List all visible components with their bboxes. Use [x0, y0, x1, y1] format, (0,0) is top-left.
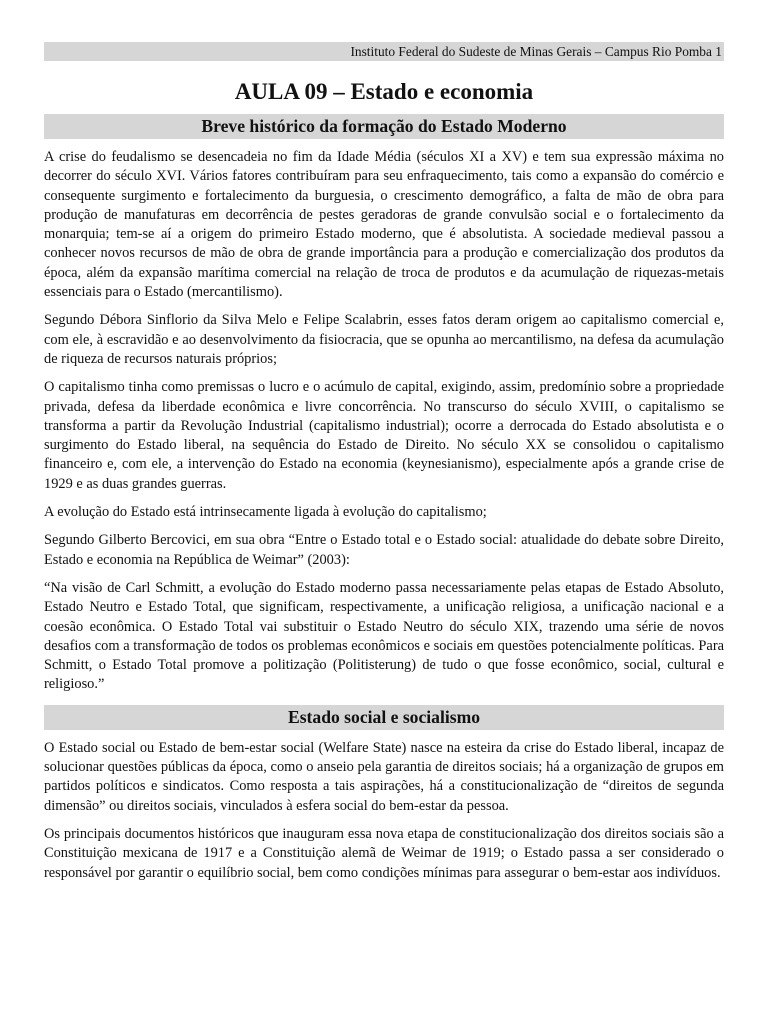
paragraph: O Estado social ou Estado de bem-estar social (Welfare State) nasce na esteira da crise do Estado liberal, incapaz de solucionar questões públicas da época, como o anseio pela garantia de direitos sociais; há a organização de grupos em partidos políticos e sindicatos. Como resposta a tais aspirações, há a constitucionalização de “direitos de segunda dimensão” ou direitos sociais, vinculados à esfera social do bem-estar da pessoa.	[44, 739, 724, 814]
paragraph: Segundo Gilberto Bercovici, em sua obra “Entre o Estado total e o Estado social: atualidade do debate sobre Direito, Estado e economia na República de Weimar” (2003):	[44, 532, 724, 568]
paragraph: O capitalismo tinha como premissas o lucro e o acúmulo de capital, exigindo, assim, predomínio sobre a propriedade privada, defesa da liberdade econômica e livre concorrência. No transcurso do século XVIII, o capitalismo se transforma a partir da Revolução Industrial (capitalismo industrial); ocorre a derrocada do Estado absolutista e o surgimento do Estado liberal, na sequência do Estado de Direito. No século XX se consolidou o capitalismo financeiro e, com ele, a intervenção do Estado na economia (keynesianismo), especialmente após a grande crise de 1929 e as duas grandes guerras.	[44, 379, 724, 492]
paragraph: A crise do feudalismo se desencadeia no fim da Idade Média (séculos XI a XV) e tem sua expressão máxima no decorrer do século XVI. Vários fatores contribuíram para seu enfraquecimento, tais como a expansão do comércio e consequente surgimento e fortalecimento da burguesia, o crescimento demográfico, a falta de mão de obra para produção de manufaturas em decorrência de pestes geradoras de grande convulsão social e o fortalecimento da monarquia; tem-se aí a origem do primeiro Estado moderno, que é absolutista. A sociedade medieval passou a conhecer novos recursos de mão de obra de grande importância para a produção e comercialização dos produtos da época, além da expansão marítima comercial na relação de troca de produtos e da acumulação de riquezas-metais essenciais para o Estado (mercantilismo).	[44, 149, 724, 301]
paragraph: Segundo Débora Sinflorio da Silva Melo e Felipe Scalabrin, esses fatos deram origem ao capitalismo comercial e, com ele, à escravidão e ao desenvolvimento da fisiocracia, que se opunha ao mercantilismo, na defesa da acumulação de riqueza de recursos naturais próprios;	[44, 312, 724, 367]
paragraph: A evolução do Estado está intrinsecamente ligada à evolução do capitalismo;	[44, 504, 487, 521]
page-title: AULA 09 – Estado e economia	[234, 79, 534, 104]
paragraph: Os principais documentos históricos que inauguram essa nova etapa de constitucionalização dos direitos sociais são a Constituição mexicana de 1917 e a Constituição alemã de Weimar de 1919; o Estado passa a ser considerado o responsável por garantir o equilíbrio social, bem como condições mínimas para assegurar o bem-estar aos indivíduos.	[44, 825, 724, 881]
page-header	[44, 42, 724, 61]
quote-paragraph: “Na visão de Carl Schmitt, a evolução do Estado moderno passa necessariamente pelas etapas de Estado Absoluto, Estado Neutro e Estado Total, que significam, respectivamente, a unificação religiosa, a unificação nacional e a coesão econômica. O Estado Total vai substituir o Estado Neutro do século XIX, trazendo uma série de novos desafios com a transformação de todos os problemas econômicos e sociais em questões potencialmente políticas. Para Schmitt, o Estado Total promove a politização (Politisterung) de tudo o que fosse econômico, social, cultural e religioso.”	[44, 579, 724, 693]
section-heading-formacao-estado: Breve histórico da formação do Estado Moderno	[44, 114, 724, 139]
header-institution: Instituto Federal do Sudeste de Minas Gerais – Campus Rio Pomba 1	[350, 44, 722, 59]
section-heading-estado-social: Estado social e socialismo	[44, 705, 724, 730]
document-page	[44, 0, 724, 883]
